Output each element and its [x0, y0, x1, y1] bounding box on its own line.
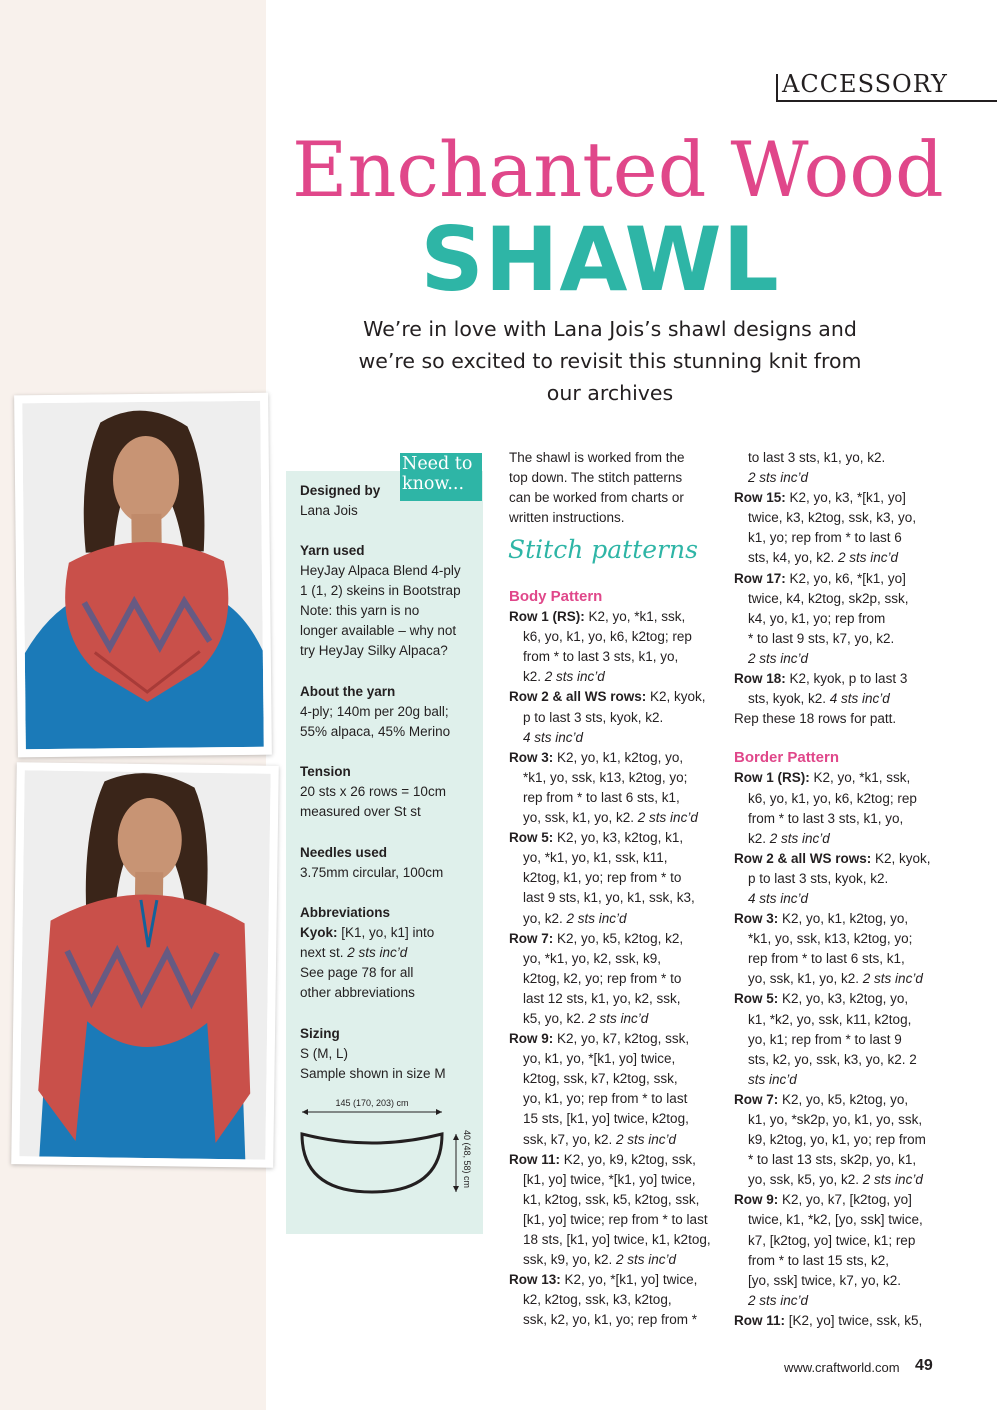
border-pattern-rows	[734, 768, 964, 1331]
row-text: sts, kyok, k2.	[748, 691, 830, 707]
row-text: rep from * to last 6 sts, k1,	[748, 951, 905, 967]
row-text: yo, ssk, k1, yo, k2.	[523, 810, 638, 826]
row-text: K2, yo, k6, *[k1, yo]	[785, 570, 906, 586]
pattern-line	[734, 1210, 964, 1230]
row-increase: 4 sts inc’d	[829, 691, 890, 707]
pattern-line	[509, 929, 729, 949]
row-text: K2, yo, k3, k2tog, k1,	[553, 830, 684, 846]
kyok-label: Kyok:	[300, 925, 338, 940]
about-yarn-line: 4-ply; 140m per 20g ball;	[300, 704, 449, 719]
needles-block	[300, 843, 443, 883]
intro-line: we’re so excited to revisit this stunning knit from	[358, 349, 862, 373]
row-text: k7, [k2tog, yo] twice, k1; rep	[748, 1232, 916, 1248]
yarn-used-line: Note: this yarn is no	[300, 603, 420, 618]
pattern-line	[734, 1251, 964, 1271]
model-photo-draped	[11, 762, 279, 1168]
pattern-line	[509, 909, 729, 929]
row-text: k6, yo, k1, yo, k6, k2tog; rep	[523, 629, 692, 645]
row-text: yo, ssk, k1, yo, k2.	[748, 971, 863, 987]
pattern-line	[509, 788, 729, 808]
row-text: k2tog, k2, yo; rep from * to	[523, 970, 682, 986]
pattern-line	[509, 607, 729, 627]
row-text: yo, k1, yo; rep from * to last	[523, 1091, 688, 1107]
pattern-line	[509, 1130, 729, 1150]
need-to-know-line: know...	[402, 474, 465, 494]
col1-intro-line: The shawl is worked from the	[509, 450, 685, 465]
row-increase: sts inc’d	[748, 1071, 797, 1087]
row-text: [k1, yo] twice; rep from * to last	[523, 1211, 708, 1227]
pattern-line	[509, 768, 729, 788]
pattern-line	[734, 448, 964, 468]
row-text: yo, k1; rep from * to last 9	[748, 1031, 902, 1047]
row-label: Row 5:	[734, 991, 779, 1007]
pattern-line	[509, 1290, 729, 1310]
about-yarn-block	[300, 682, 450, 742]
stitch-patterns-heading: Stitch patterns	[508, 535, 698, 564]
pattern-line	[509, 627, 729, 647]
row-text: k1, yo, *sk2p, yo, k1, yo, ssk,	[748, 1112, 923, 1127]
row-text: yo, k1, yo, *[k1, yo] twice,	[523, 1051, 676, 1067]
row-label: Row 2 & all WS rows:	[734, 850, 872, 866]
pattern-line	[509, 708, 729, 728]
column-2-body	[734, 448, 964, 1331]
row-text: k1, *k2, yo, ssk, k11, k2tog,	[748, 1011, 912, 1027]
row-increase: 2 sts inc’d	[862, 971, 923, 987]
pattern-line	[509, 888, 729, 908]
pattern-line	[509, 848, 729, 868]
page-number: 49	[915, 1357, 933, 1374]
sizing-line: S (M, L)	[300, 1046, 349, 1061]
need-to-know-line: Need to	[402, 454, 473, 474]
pattern-line	[509, 1089, 729, 1109]
yarn-used-line: HeyJay Alpaca Blend 4-ply	[300, 563, 461, 578]
row-increase: 4 sts inc’d	[523, 729, 584, 745]
pattern-line	[734, 1070, 964, 1090]
row-text: k2.	[748, 830, 770, 846]
row-text: K2, yo, k5, k2tog, yo,	[778, 1091, 909, 1107]
sizing-line: Sample shown in size M	[300, 1066, 446, 1081]
row-text: k2.	[523, 669, 545, 685]
pattern-line	[734, 669, 964, 689]
row-text: from * to last 15 sts, k2,	[748, 1252, 890, 1268]
section-rule	[776, 100, 997, 102]
yarn-used-line: 1 (1, 2) skeins in Bootstrap	[300, 583, 461, 598]
row-text: K2, yo, *[k1, yo] twice,	[560, 1272, 698, 1288]
row-text: k4, yo, k1, yo; rep from	[748, 610, 886, 626]
row-text: [K2, yo] twice, ssk, k5,	[785, 1312, 923, 1328]
title-line2: SHAWL	[420, 208, 780, 311]
intro-line: We’re in love with Lana Jois’s shawl designs and	[363, 317, 857, 341]
tension-block	[300, 762, 446, 822]
pattern-line	[509, 808, 729, 828]
row-text: from * to last 3 sts, k1, yo,	[523, 649, 679, 665]
pattern-line	[509, 1310, 729, 1330]
model-photo-front	[14, 393, 272, 758]
col1-intro-line: written instructions.	[509, 510, 625, 526]
about-yarn-heading: About the yarn	[300, 684, 396, 699]
pattern-line	[509, 1190, 729, 1210]
yarn-used-line: longer available – why not	[300, 623, 457, 638]
abbreviations-line	[300, 923, 434, 943]
row-increase: 2 sts inc’d	[544, 669, 605, 685]
pattern-line	[509, 1210, 729, 1230]
row-label: Row 7:	[734, 1091, 779, 1107]
row-label: Row 3:	[734, 911, 779, 927]
row-increase: 4 sts inc’d	[748, 890, 809, 906]
intro-line: our archives	[546, 381, 674, 405]
row-text: [yo, ssk] twice, k7, yo, k2.	[748, 1272, 902, 1288]
row-text: twice, k3, k2tog, ssk, k3, yo,	[748, 510, 917, 526]
width-label: 145 (170, 203) cm	[335, 1098, 409, 1108]
intro-text	[340, 313, 880, 409]
row-text: k9, k2tog, yo, k1, yo; rep from	[748, 1132, 926, 1148]
pattern-line	[734, 929, 964, 949]
row-text: k2tog, ssk, k7, k2tog, ssk,	[523, 1071, 678, 1087]
col1-intro-line: top down. The stitch patterns	[509, 470, 683, 486]
row-increase: 2 sts inc’d	[748, 650, 809, 666]
border-pattern-heading: Border Pattern	[734, 749, 840, 767]
pattern-line	[734, 1190, 964, 1210]
pattern-line	[734, 1010, 964, 1030]
needles-heading: Needles used	[300, 845, 388, 860]
row-label: Row 1 (RS):	[734, 770, 810, 786]
pattern-line	[734, 1311, 964, 1331]
row-label: Row 15:	[734, 490, 786, 506]
about-yarn-line: 55% alpaca, 45% Merino	[300, 724, 451, 739]
sizing-heading: Sizing	[300, 1026, 340, 1041]
section-label: ACCESSORY	[782, 70, 948, 98]
yarn-used-line: try HeyJay Silky Alpaca?	[300, 643, 448, 658]
pattern-line	[734, 969, 964, 989]
pattern-line	[734, 649, 964, 669]
row-label: Row 13:	[509, 1272, 561, 1288]
pattern-line	[509, 728, 729, 748]
abbreviations-block	[300, 903, 434, 1003]
row-text: yo, *k1, yo, k2, ssk, k9,	[523, 950, 662, 966]
row-text: * to last 9 sts, k7, yo, k2.	[748, 630, 895, 646]
pattern-line	[734, 829, 964, 849]
spacer	[734, 729, 964, 748]
row-label: Row 9:	[509, 1031, 554, 1047]
row-text: K2, yo, k1, k2tog, yo,	[553, 749, 684, 765]
pattern-line	[509, 1250, 729, 1270]
row-text: ssk, k2, yo, k1, yo; rep from *	[523, 1312, 698, 1328]
row-text: K2, yo, *k1, ssk,	[584, 609, 686, 625]
pattern-line	[734, 1090, 964, 1110]
pattern-line	[734, 1271, 964, 1291]
row-text: p to last 3 sts, kyok, k2.	[523, 709, 664, 725]
row-label: Row 2 & all WS rows:	[509, 689, 647, 705]
tension-heading: Tension	[300, 764, 351, 779]
row-text: yo, k2.	[523, 910, 567, 926]
row-text: K2, yo, k3, k2tog, yo,	[778, 991, 909, 1007]
abbreviations-text: next st.	[300, 945, 348, 960]
pattern-line	[509, 828, 729, 848]
pattern-line	[734, 1130, 964, 1150]
body-pattern-heading: Body Pattern	[509, 588, 603, 605]
row-text: p to last 3 sts, kyok, k2.	[748, 870, 889, 886]
pattern-line	[509, 748, 729, 768]
pattern-line	[734, 468, 964, 488]
pattern-line	[509, 949, 729, 969]
pattern-line	[509, 667, 729, 687]
row-label: Row 11:	[734, 1312, 786, 1328]
yarn-used-heading: Yarn used	[300, 543, 365, 558]
row-text: last 12 sts, k1, yo, k2, ssk,	[523, 990, 681, 1006]
pattern-line	[734, 629, 964, 649]
tension-line: 20 sts x 26 rows = 10cm	[300, 784, 446, 799]
depth-label: 40 (48, 58) cm	[462, 1130, 472, 1189]
pattern-line	[509, 1109, 729, 1129]
row-text: rep from * to last 6 sts, k1,	[523, 789, 680, 805]
sizing-block	[300, 1024, 446, 1084]
col1-intro-line: can be worked from charts or	[509, 490, 684, 506]
pattern-line	[509, 1069, 729, 1089]
pattern-line	[734, 1030, 964, 1050]
pattern-line	[734, 589, 964, 609]
row-label: Row 11:	[509, 1151, 561, 1167]
row-increase: 2 sts inc’d	[862, 1172, 923, 1188]
row-text: ssk, k7, yo, k2.	[523, 1131, 617, 1147]
row-text: Rep these 18 rows for patt.	[734, 711, 897, 727]
pattern-line	[509, 969, 729, 989]
abbreviations-italic: 2 sts inc’d	[347, 945, 408, 960]
pattern-line	[509, 1009, 729, 1029]
pattern-line	[509, 1029, 729, 1049]
row-text: K2, kyok,	[646, 689, 706, 705]
kyok-text: [K1, yo, k1] into	[337, 925, 435, 940]
row-text: k1, yo; rep from * to last 6	[748, 530, 902, 546]
pattern-line	[734, 488, 964, 508]
row-text: K2, yo, k3, *[k1, yo]	[785, 490, 906, 506]
abbreviations-line: See page 78 for all	[300, 965, 414, 980]
row-text: twice, k1, *k2, [yo, ssk] twice,	[748, 1212, 923, 1228]
pattern-line	[734, 789, 964, 809]
yarn-used-block	[300, 541, 461, 661]
pattern-line	[509, 989, 729, 1009]
width-arrow-head-left	[302, 1109, 308, 1115]
row-text: k5, yo, k2.	[523, 1010, 589, 1026]
pattern-line	[509, 1270, 729, 1290]
pattern-line	[734, 609, 964, 629]
row-text: K2, yo, k7, k2tog, ssk,	[553, 1031, 690, 1047]
title-line1: Enchanted Wood	[292, 125, 944, 214]
row-text: K2, yo, k1, k2tog, yo,	[778, 911, 909, 927]
row-text: twice, k4, k2tog, sk2p, ssk,	[748, 590, 909, 606]
row-text: K2, yo, k7, [k2tog, yo]	[778, 1192, 912, 1208]
row-text: yo, ssk, k5, yo, k2.	[748, 1172, 863, 1188]
abbreviations-line: other abbreviations	[300, 985, 415, 1000]
row-increase: 2 sts inc’d	[748, 1292, 809, 1308]
pattern-line	[734, 1050, 964, 1070]
row-label: Row 5:	[509, 830, 554, 846]
row-label: Row 17:	[734, 570, 786, 586]
row-text: 18 sts, [k1, yo] twice, k1, k2tog,	[523, 1232, 711, 1247]
row-increase: 2 sts inc’d	[748, 470, 809, 486]
pattern-line	[509, 647, 729, 667]
pattern-line	[734, 869, 964, 889]
designed-by-heading: Designed by	[300, 483, 381, 498]
pattern-line	[734, 989, 964, 1009]
pattern-line	[509, 687, 729, 707]
row-text: *k1, yo, ssk, k13, k2tog, yo;	[523, 769, 688, 785]
pattern-line	[734, 949, 964, 969]
model-photo-front-image	[22, 401, 264, 749]
shawl-outline	[302, 1134, 442, 1192]
abbreviations-heading: Abbreviations	[300, 905, 391, 920]
row-text: sts, k4, yo, k2.	[748, 550, 839, 566]
row-text: K2, yo, k9, k2tog, ssk,	[560, 1151, 696, 1167]
row-text: [k1, yo] twice, *[k1, yo] twice,	[523, 1171, 696, 1187]
row-text: k1, k2tog, ssk, k5, k2tog, ssk,	[523, 1191, 700, 1207]
row-increase: 2 sts inc’d	[769, 830, 830, 846]
pattern-line	[734, 1291, 964, 1311]
pattern-line	[734, 689, 964, 709]
row-text: K2, kyok, p to last 3	[785, 671, 908, 687]
need-to-know-label	[402, 454, 482, 494]
row-label: Row 7:	[509, 930, 554, 946]
row-text: *k1, yo, ssk, k13, k2tog, yo;	[748, 931, 913, 947]
pattern-line	[734, 1150, 964, 1170]
pattern-line	[734, 1110, 964, 1130]
pattern-line	[734, 709, 964, 729]
depth-arrow-head-bottom	[453, 1186, 459, 1192]
pattern-line	[734, 548, 964, 568]
abbreviations-line	[300, 943, 434, 963]
row-increase: 2 sts inc’d	[616, 1252, 677, 1268]
pattern-line	[734, 528, 964, 548]
pattern-line	[734, 569, 964, 589]
pattern-line	[509, 868, 729, 888]
row-text: k2, k2tog, ssk, k3, k2tog,	[523, 1292, 672, 1308]
designed-by-text: Lana Jois	[300, 503, 358, 518]
row-text: last 9 sts, k1, yo, k1, ssk, k3,	[523, 890, 695, 906]
row-label: Row 3:	[509, 749, 554, 765]
row-text: K2, kyok,	[871, 850, 931, 866]
row-increase: 2 sts inc’d	[637, 810, 698, 826]
designed-by-block	[300, 481, 380, 521]
row-text: to last 3 sts, k1, yo, k2.	[748, 450, 886, 465]
model-photo-draped-image	[19, 770, 270, 1159]
section-divider	[776, 74, 778, 102]
row-text: k6, yo, k1, yo, k6, k2tog; rep	[748, 790, 917, 806]
row-text: * to last 13 sts, sk2p, yo, k1,	[748, 1152, 917, 1168]
shawl-size-diagram	[290, 1092, 480, 1212]
column-1-intro	[509, 448, 724, 528]
pattern-line	[509, 1170, 729, 1190]
row-increase: 2 sts inc’d	[838, 550, 899, 566]
body-pattern-rows	[509, 607, 729, 1330]
row-text: K2, yo, *k1, ssk,	[809, 770, 911, 786]
row-text: ssk, k9, yo, k2.	[523, 1252, 617, 1268]
row-text: 15 sts, [k1, yo] twice, k2tog,	[523, 1111, 689, 1127]
row-label: Row 9:	[734, 1192, 779, 1208]
row-text: sts, k2, yo, ssk, k3, yo, k2. 2	[748, 1051, 917, 1067]
row-text: from * to last 3 sts, k1, yo,	[748, 810, 904, 826]
pattern-line	[734, 768, 964, 788]
pattern-line	[734, 1170, 964, 1190]
row-increase: 2 sts inc’d	[616, 1131, 677, 1147]
body-pattern-continued	[734, 448, 964, 729]
row-text: k2tog, k1, yo; rep from * to	[523, 870, 682, 886]
pattern-line	[734, 809, 964, 829]
pattern-line	[734, 849, 964, 869]
row-label: Row 18:	[734, 671, 786, 687]
pattern-line	[509, 1150, 729, 1170]
pattern-line	[734, 1231, 964, 1251]
tension-line: measured over St st	[300, 804, 421, 819]
row-text: K2, yo, k5, k2tog, k2,	[553, 930, 684, 946]
row-label: Row 1 (RS):	[509, 609, 585, 625]
pattern-line	[509, 1230, 729, 1250]
pattern-line	[734, 909, 964, 929]
row-increase: 2 sts inc’d	[566, 910, 627, 926]
pattern-line	[509, 1049, 729, 1069]
row-increase: 2 sts inc’d	[588, 1010, 649, 1026]
width-arrow-head-right	[436, 1109, 442, 1115]
pattern-line	[734, 889, 964, 909]
depth-arrow-head-top	[453, 1134, 459, 1140]
pattern-line	[734, 508, 964, 528]
needles-line: 3.75mm circular, 100cm	[300, 865, 444, 880]
row-text: yo, *k1, yo, k1, ssk, k11,	[523, 850, 668, 866]
footer-url: www.craftworld.com	[784, 1360, 900, 1375]
column-1-body	[509, 587, 729, 1330]
